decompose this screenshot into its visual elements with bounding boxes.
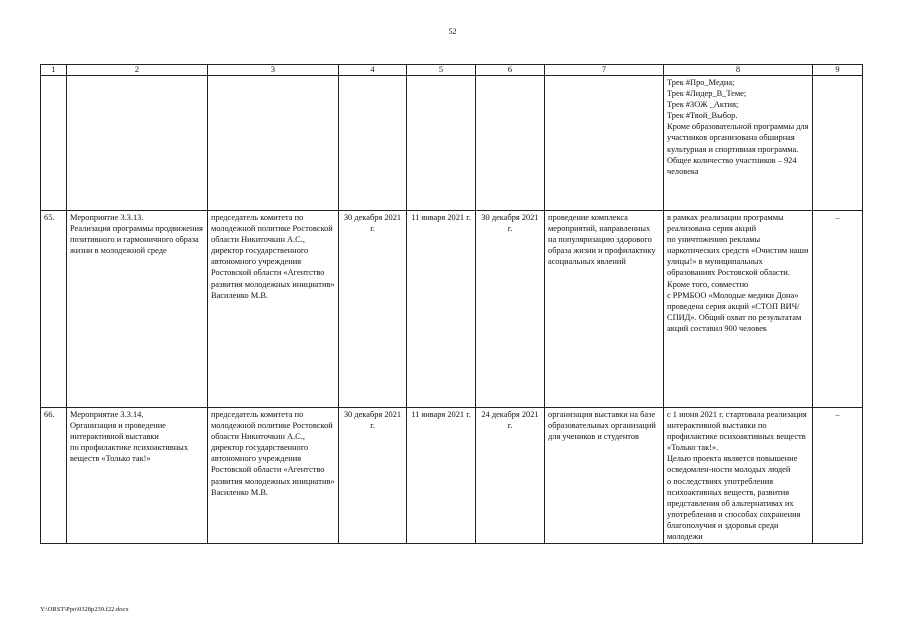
- row-number: 65.: [41, 211, 67, 408]
- events-table: [40, 64, 863, 544]
- page-number: 52: [448, 27, 457, 36]
- result-cell: в рамках реализации программы реализована серия акций по уничтожению рекламы наркотических средств «Очистим наши улицы!» в муниципальных образованиях Ростовской области. Кроме того, совместно с РРМБОО «Молодые медики Дона» проведена серия акций «СТОП ВИЧ/СПИД». Общий охват по результатам акций составил 900 человек: [664, 211, 813, 408]
- table-row: [41, 211, 863, 408]
- event-name: Мероприятие 3.3.14. Организация и проведение интерактивной выставки по профилактике психоактивных веществ «Только так!»: [67, 408, 208, 544]
- date-cell: 11 января 2021 г.: [407, 408, 476, 544]
- table-row: [41, 408, 863, 544]
- responsible-cell: председатель комитета по молодежной политике Ростовской области Никиточкин А.С., директор государственного автономного учреждения Ростовской области «Агентство развития молодежных инициатив» Василенко М.В.: [208, 408, 339, 544]
- note-cell: –: [813, 408, 863, 544]
- date-cell: 30 декабря 2021 г.: [476, 211, 545, 408]
- date-cell: 30 декабря 2021 г.: [339, 211, 407, 408]
- row-number: 66.: [41, 408, 67, 544]
- header-cell: 1: [41, 65, 67, 76]
- header-cell: 9: [813, 65, 863, 76]
- header-cell: 8: [664, 65, 813, 76]
- date-cell: 30 декабря 2021 г.: [339, 408, 407, 544]
- header-cell: 5: [407, 65, 476, 76]
- result-cell: Трек #Про_Медиа; Трек #Лидер_В_Теме; Трек #ЗОЖ _Актив; Трек #Твой_Выбор. Кроме образовательной программы для участников организована обширная культурная и спортивная программа. Общее количество участников – 924 человека: [664, 76, 813, 211]
- expected-result-cell: организация выставки на базе образовательных организаций для учеников и студентов: [545, 408, 664, 544]
- header-cell: 3: [208, 65, 339, 76]
- header-row: [41, 65, 863, 76]
- header-cell: 6: [476, 65, 545, 76]
- footer-file-path: Y:\ORST\Ppo\0328p239.f22.docx: [40, 606, 129, 613]
- continuation-row: [41, 76, 863, 211]
- result-cell: с 1 июня 2021 г. стартовала реализация интерактивной выставки по профилактике психоактивных веществ «Только так!». Целью проекта является повышение осведомлен-ности молодых людей о последствиях употребления психоактивных веществ, развития представления об альтернативах их употребления и способах сохранения благополучия и здоровья среди молодежи: [664, 408, 813, 544]
- date-cell: 24 декабря 2021 г.: [476, 408, 545, 544]
- event-name: Мероприятие 3.3.13. Реализация программы продвижения позитивного и гармоничного образа жизни в молодежной среде: [67, 211, 208, 408]
- header-cell: 2: [67, 65, 208, 76]
- expected-result-cell: проведение комплекса мероприятий, направленных на популяризацию здорового образа жизни и профилактику асоциальных явлений: [545, 211, 664, 408]
- responsible-cell: председатель комитета по молодежной политике Ростовской области Никиточкин А.С., директор государственного автономного учреждения Ростовской области «Агентство развития молодежных инициатив» Василенко М.В.: [208, 211, 339, 408]
- note-cell: –: [813, 211, 863, 408]
- header-cell: 4: [339, 65, 407, 76]
- date-cell: 11 января 2021 г.: [407, 211, 476, 408]
- header-cell: 7: [545, 65, 664, 76]
